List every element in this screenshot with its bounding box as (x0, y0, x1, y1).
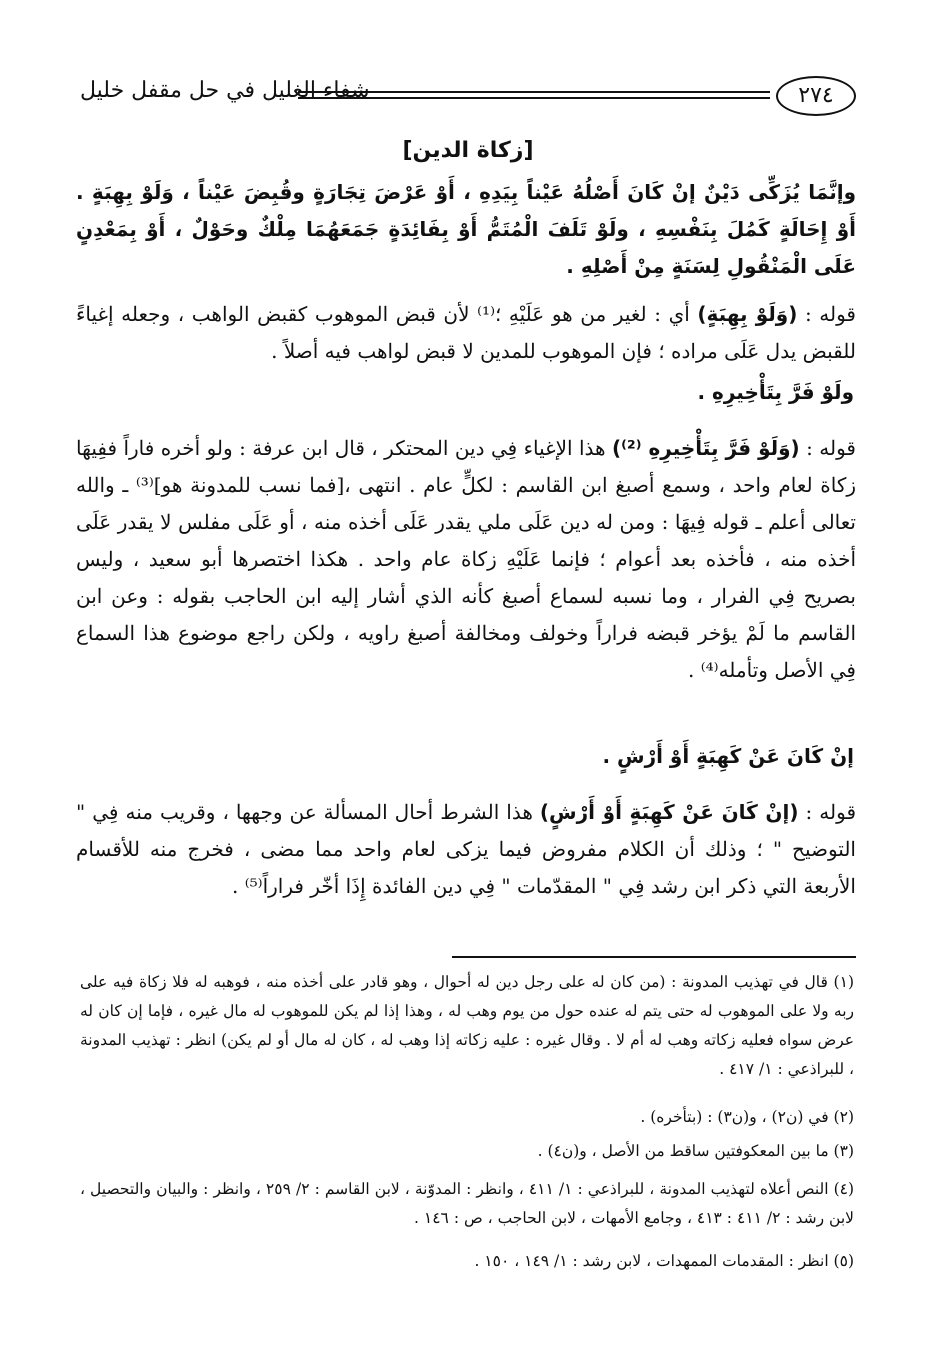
running-title: شفاء الغليل في حل مقفل خليل (80, 78, 370, 103)
page-number: ٢٧٤ (776, 76, 856, 116)
commentary-paragraph-1 (76, 296, 856, 370)
commentary-text: هذا الإغياء فِي دين المحتكر ، قال ابن عرفة : ولو أخره فاراً ففِيهَا زكاة لعام واحد ، وسمع أصبغ ابن القاسم : لكلٍّ عام . انتهى ،[فما نسب للمدونة هو]⁽³⁾ ـ والله تعالى أعلم ـ قوله فِيهَا : ومن له دين عَلَى ملي يقدر عَلَى أخذه منه ، أو عَلَى مفلس لا يقدر عَلَى أخذه منه ، فأخذه بعد أعوام ؛ فإنما عَلَيْهِ زكاة عام واحد . هكذا اختصرها أبو سعيد ، وليس بصريح فِي الفرار ، وما نسبه لسماع أصبغ كأنه الذي أشار إليه ابن الحاجب بقوله : وعن ابن القاسم ما لَمْ يؤخر قبضه فراراً وخولف ومخالفة أصبغ راويه ، ولكن راجع موضوع هذا السماع فِي الأصل وتأمله⁽⁴⁾ . (76, 436, 857, 682)
footnote-3: (٣) ما بين المعكوفتين ساقط من الأصل ، و(ن٤) . (537, 1142, 854, 1160)
footnote-4: (٤) النص أعلاه لتهذيب المدونة ، للبراذعي : ١/ ٤١١ ، وانظر : المدوّنة ، لابن القاسم : ٢/ ٢٥٩ ، وانظر : والبيان والتحصيل ، لابن رشد : ٢/ ٤١١ : ٤١٣ ، وجامع الأمهات ، لابن الحاجب ، ص : ١٤٦ . (80, 1180, 855, 1227)
commentary-lead: قوله : (804, 302, 856, 326)
footnote-5: (٥) انظر : المقدمات الممهدات ، لابن رشد : ١/ ١٤٩ ، ١٥٠ . (474, 1252, 854, 1270)
commentary-lead: قوله : (805, 800, 856, 824)
commentary-text: هذا الشرط أحال المسألة عن وجهها ، وقريب منه فِي " التوضيح " ؛ وذلك أن الكلام مفروض فيما يزكى لعام واحد مما مضى ، فخرج منه للأقسام الأربعة التي ذكر ابن رشد فِي " المقدّمات " فِي دين الفائدة إِذَا أخّر فراراً⁽⁵⁾ . (76, 800, 856, 898)
matn-quote: (وَلَوْ بِهِبَةٍ) (697, 302, 798, 326)
footnote-2: (٢) في (ن٢) ، و(ن٣) : (بتأخره) . (640, 1108, 854, 1126)
matn-text: وإنَّمَا يُزَكِّى دَيْنٌ إنْ كَانَ أَصْلُهُ عَيْناً بِيَدِهِ ، أَوْ عَرْضَ تِجَارَةٍ وقُبِضَ عَيْناً ، وَلَوْ بِهِبَةٍ . أَوْ إِحَالَةٍ كَمُلَ بِنَفْسِهِ ، ولَوْ تَلَفَ الْمُتَمُّ أَوْ بِفَائِدَةٍ جَمَعَهُمَا مِلْكٌ وحَوْلٌ ، أَوْ بِمَعْدِنٍ عَلَى الْمَنْقُولِ لِسَنَةٍ مِنْ أَصْلِهِ . (76, 180, 856, 278)
commentary-lead: قوله : (806, 436, 856, 460)
commentary-paragraph-3 (76, 794, 856, 905)
matn-subheading-1: ولَوْ فَرَّ بِتَأْخِيرِهِ . (697, 380, 854, 404)
matn-quote: (وَلَوْ فَرَّ بِتَأْخِيرِهِ ⁽²⁾) (612, 436, 800, 460)
page-header (80, 70, 856, 124)
matn-quote: (إنْ كَانَ عَنْ كَهِبَةٍ أَوْ أَرْشٍ) (539, 800, 799, 824)
commentary-paragraph-2 (76, 430, 856, 689)
matn-subheading-2: إنْ كَانَ عَنْ كَهِبَةٍ أَوْ أَرْشٍ . (602, 744, 854, 768)
section-title: [زكاة الدين] (402, 138, 534, 163)
footnote-separator (452, 956, 856, 958)
commentary-text: أي : لغير من هو عَلَيْهِ ؛⁽¹⁾ لأن قبض الموهوب كقبض الواهب ، وجعله إغياءً للقبض يدل عَلَى مراده ؛ فإن الموهوب للمدين لا قبض لواهب فيه أصلاً . (76, 302, 856, 363)
footnote-1: (١) قال في تهذيب المدونة : (من كان له على رجل دين له أحوال ، وهو قادر على أخذه منه ، فوهبه له فلا زكاة فيه على ربه ولا على الموهوب له حتى يتم له عنده حول من يوم وهب له ، وهذا إذا لم يكن للموهوب له مال غيره ، فإما إن كان له عرض سواه فعليه زكاته وهب له أم لا . وقال غيره : عليه زكاته إذا وهب له ، كان له مال أو لم يكن) انظر : تهذيب المدونة ، للبراذعي : ١/ ٤١٧ . (80, 973, 854, 1078)
